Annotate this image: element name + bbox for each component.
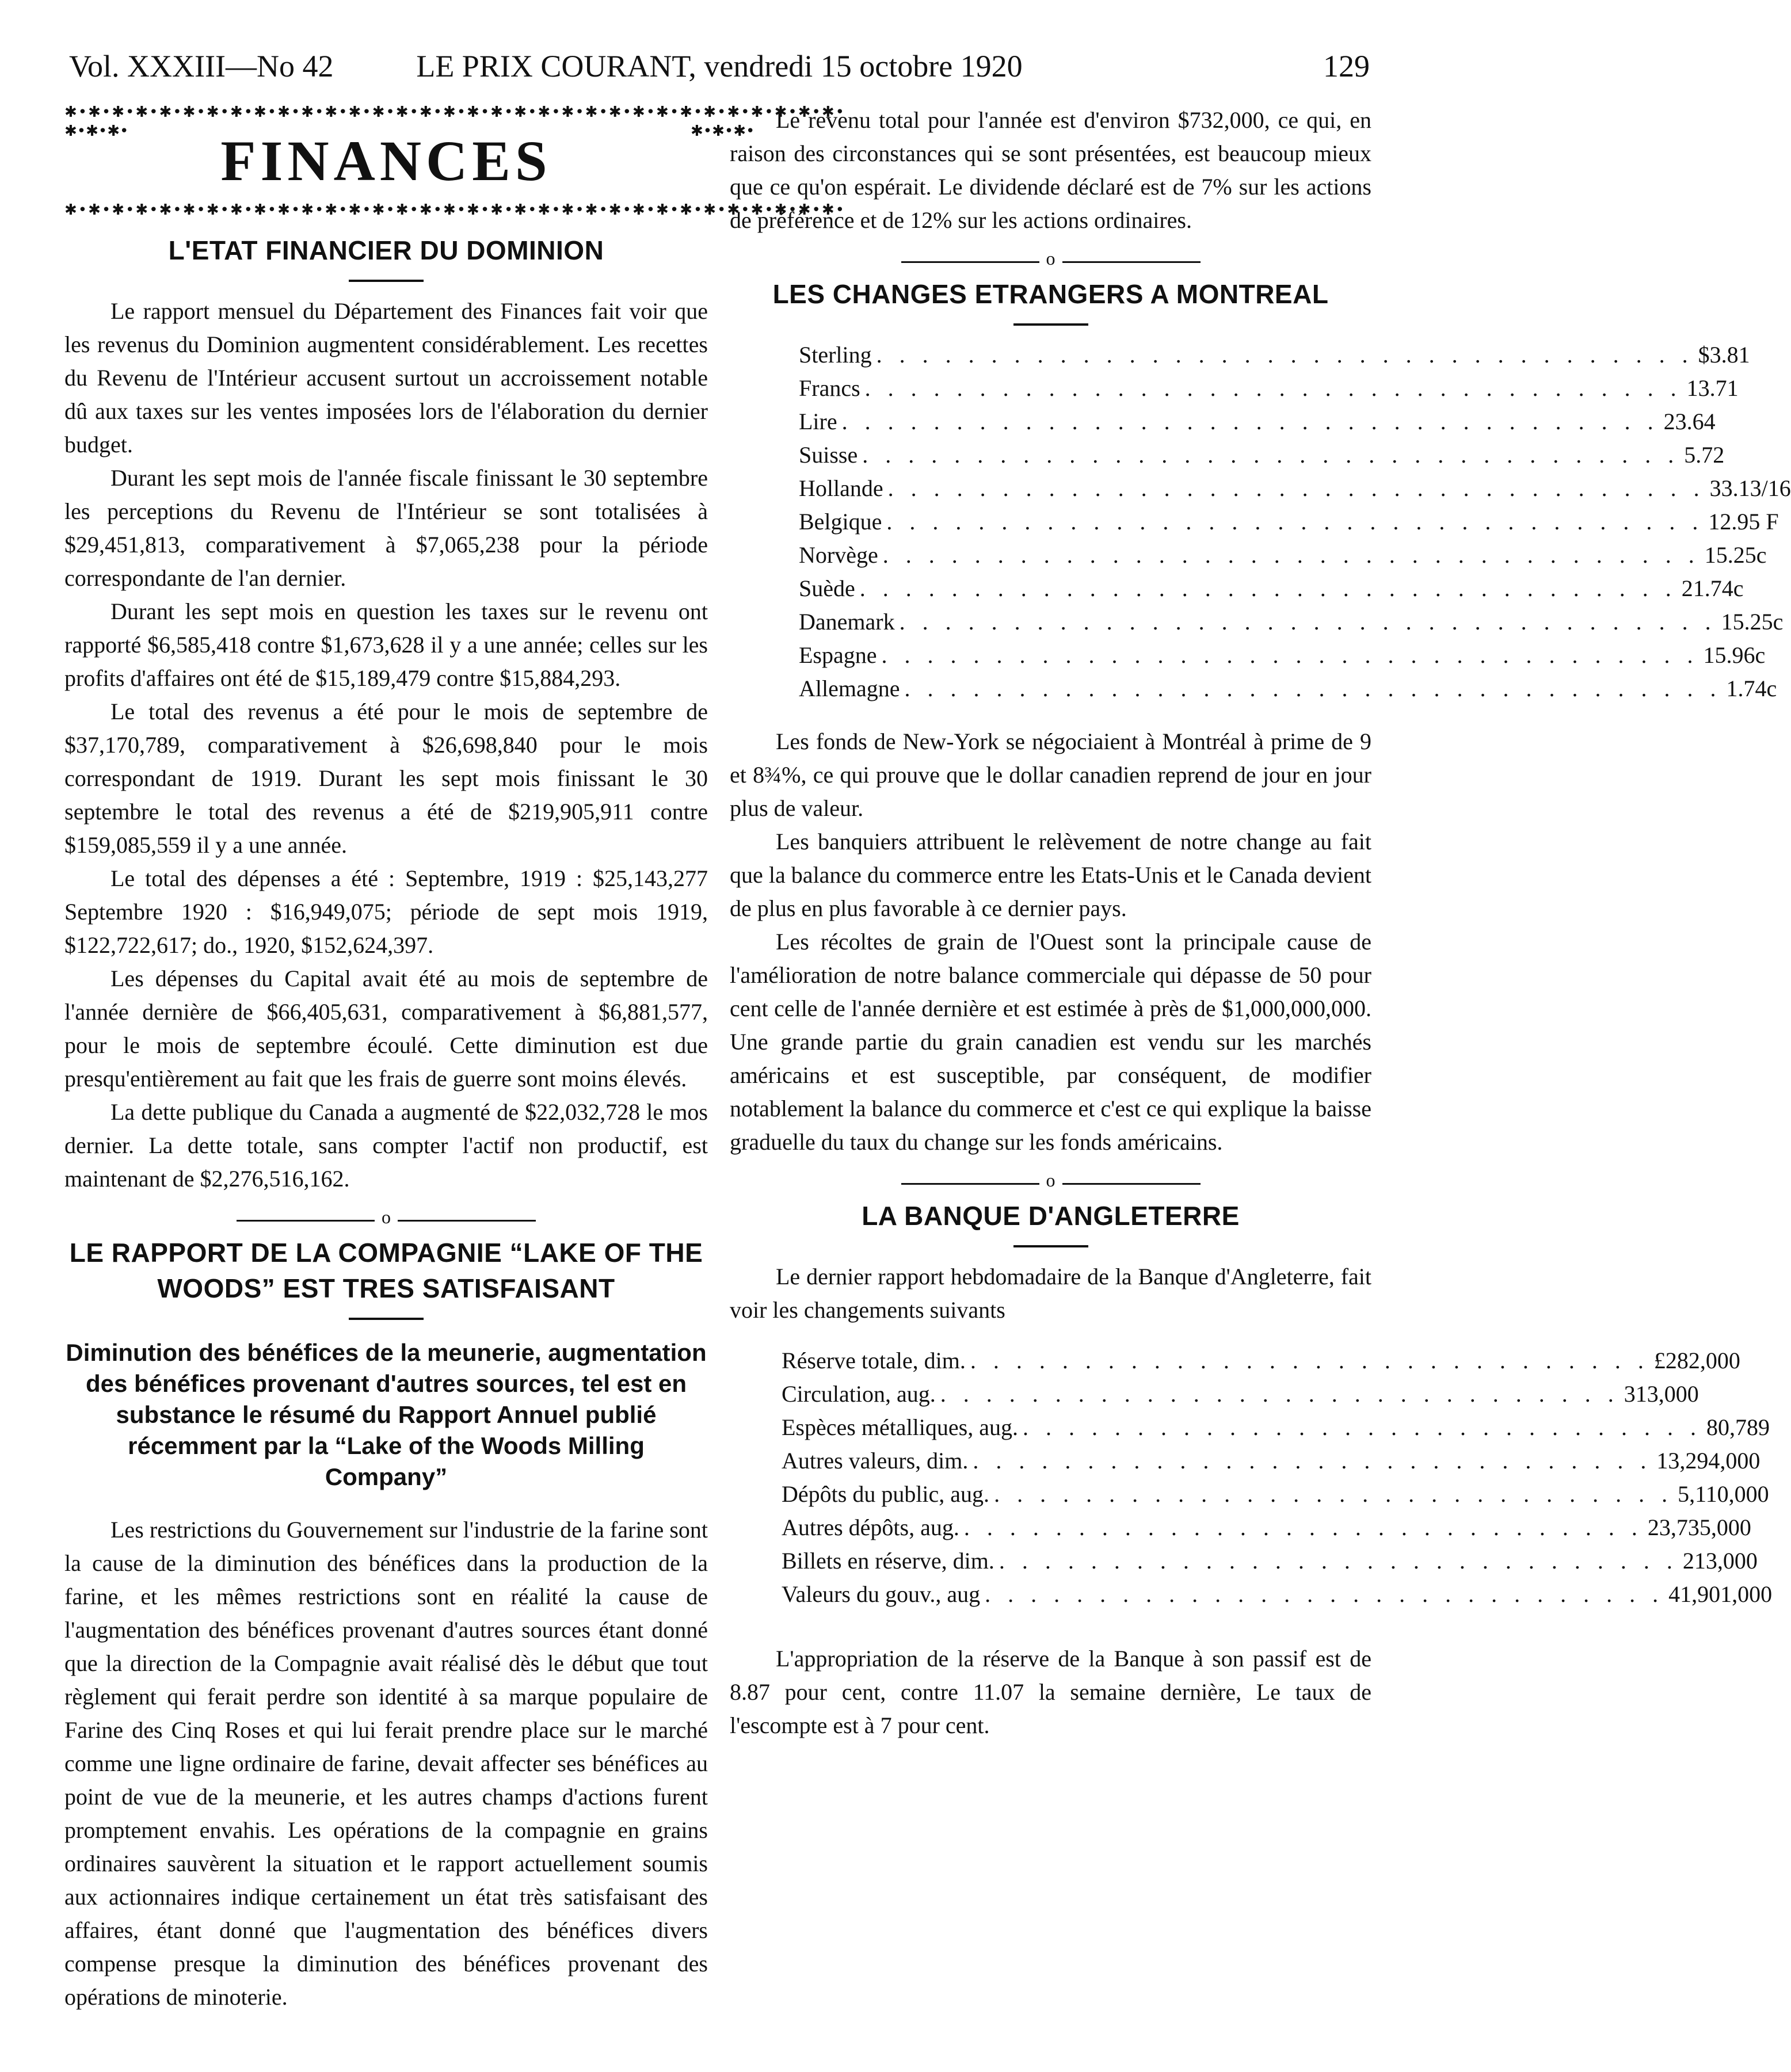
article-paragraph: Le revenu total pour l'année est d'environ $732,000, ce qui, en raison des circonstances qui se sont présentées, est beaucoup mieux que ce qu'on espérait. Le dividende déclaré est de 7% sur les actions de préférence et de 12% sur les actions ordinaires.	[730, 107, 1371, 233]
currency-name: Francs	[799, 375, 860, 401]
bank-statement-row	[782, 1344, 1740, 1377]
leader-dots: . . . . . . . . . . . . . . . . . . . . . . . . . . . . . . . . . . . .	[862, 442, 1680, 468]
volume-number: Vol. XXXIII—No 42	[69, 49, 334, 83]
leader-dots: . . . . . . . . . . . . . . . . . . . . . . . . . . . . . . . . . . . .	[887, 475, 1705, 501]
exchange-rate-value: 33.13/16	[1709, 475, 1791, 501]
article-paragraph: Les fonds de New-York se négociaient à Montréal à prime de 9 et 8¾%, ce qui prouve que le dollar canadien reprend de jour en jour plus de valeur.	[730, 728, 1371, 821]
ornament-border-right: ✱•✱•✱•	[691, 123, 755, 140]
bank-statement-table	[782, 1344, 1773, 1611]
bank-statement-row	[782, 1578, 1773, 1611]
exchange-rate-row	[799, 338, 1750, 372]
section-separator: o	[730, 253, 1371, 270]
title-rule	[349, 280, 424, 282]
right-column	[730, 104, 1791, 1742]
exchange-rate-value: 1.74c	[1726, 676, 1777, 701]
currency-name: Danemark	[799, 609, 895, 635]
currency-name: Sterling	[799, 342, 872, 368]
statement-value: 213,000	[1682, 1548, 1758, 1574]
title-rule	[1013, 1245, 1088, 1247]
exchange-rate-row	[799, 639, 1766, 672]
finances-masthead	[64, 104, 845, 219]
ornament-border-top: ✱•✱•✱•✱•✱•✱•✱•✱•✱•✱•✱•✱•✱•✱•✱•✱•✱•✱•✱•✱•✱•✱•✱•✱•✱•✱•✱•✱•✱•✱•✱•✱•✱•	[64, 104, 845, 121]
exchange-rate-value: 13.71	[1686, 375, 1739, 401]
statement-value: 41,901,000	[1668, 1581, 1773, 1607]
exchange-rate-row	[799, 472, 1791, 505]
exchange-rate-row	[799, 505, 1779, 539]
article-paragraph: Les dépenses du Capital avait été au mois de septembre de l'année dernière de $66,405,631, comparativement à $6,881,577, pour le mois de septembre écoulé. Cette diminution est due presqu'entièrement au fait que les frais de guerre sont moins élevés.	[64, 966, 708, 1092]
article-paragraph: Le dernier rapport hebdomadaire de la Banque d'Angleterre, fait voir les changements suivants	[730, 1264, 1371, 1323]
statement-value: 23,735,000	[1647, 1514, 1751, 1540]
page-number: 129	[1323, 49, 1370, 83]
article-paragraph: Les récoltes de grain de l'Ouest sont la principale cause de l'amélioration de notre balance commerciale qui dépasse de 50 pour cent celle de l'année dernière et est estimée à près de $1,000,000,000. Une grande partie du grain canadien est vendu sur les marchés américains et est susceptible, par conséquent, de modifier notablement la balance du commerce et c'est ce qui explique la baisse graduelle du taux du change sur les fonds américains.	[730, 929, 1371, 1155]
currency-name: Suisse	[799, 442, 858, 468]
bank-statement-row	[782, 1444, 1760, 1478]
leader-dots: . . . . . . . . . . . . . . . . . . . . . . . . . . . . . . . . . . . .	[841, 409, 1659, 434]
exchange-rate-value: 15.96c	[1703, 642, 1766, 668]
section-separator: o	[64, 1212, 708, 1229]
exchange-rate-value: 15.25c	[1704, 542, 1767, 568]
article-title-banque-angleterre: LA BANQUE D'ANGLETERRE	[862, 1201, 1240, 1231]
leader-dots: . . . . . . . . . . . . . . . . . . . . . . . . . . . . . .	[985, 1581, 1664, 1607]
bank-statement-row	[782, 1511, 1751, 1544]
exchange-rate-value: $3.81	[1698, 342, 1750, 368]
leader-dots: . . . . . . . . . . . . . . . . . . . . . . . . . . . . . .	[999, 1548, 1678, 1574]
exchange-rate-row	[799, 438, 1725, 472]
section-separator: o	[730, 1175, 1371, 1192]
statement-value: 313,000	[1624, 1381, 1699, 1407]
exchange-rate-value: 12.95 F	[1708, 509, 1779, 535]
leader-dots: . . . . . . . . . . . . . . . . . . . . . . . . . . . . . .	[1022, 1414, 1702, 1440]
leader-dots: . . . . . . . . . . . . . . . . . . . . . . . . . . . . . . . . . . . .	[859, 575, 1677, 601]
leader-dots: . . . . . . . . . . . . . . . . . . . . . . . . . . . . . . . . . . . .	[881, 642, 1699, 668]
statement-value: 80,789	[1706, 1414, 1770, 1440]
statement-item: Autres valeurs, dim.	[782, 1448, 969, 1474]
bank-statement-row	[782, 1478, 1769, 1511]
exchange-rate-value: 21.74c	[1681, 575, 1744, 601]
currency-name: Lire	[799, 409, 837, 434]
leader-dots: . . . . . . . . . . . . . . . . . . . . . . . . . . . . . . . . . . . .	[882, 542, 1700, 568]
article-title-etat-financier: L'ETAT FINANCIER DU DOMINION	[168, 235, 604, 265]
exchange-rate-table	[799, 338, 1791, 705]
exchange-rate-row	[799, 672, 1777, 705]
statement-item: Autres dépôts, aug.	[782, 1514, 959, 1540]
title-rule	[349, 1318, 424, 1320]
article-paragraph: Le total des dépenses a été : Septembre, 1919 : $25,143,277 Septembre 1920 : $16,949,075; période de sept mois 1919, $122,722,617; do., 1920, $152,624,397.	[64, 865, 708, 958]
bank-statement-row	[782, 1411, 1770, 1444]
ornament-border-left: ✱•✱•✱•	[64, 123, 129, 140]
currency-name: Espagne	[799, 642, 877, 668]
statement-item: Billets en réserve, dim.	[782, 1548, 994, 1574]
bank-statement-row	[782, 1544, 1758, 1578]
currency-name: Hollande	[799, 475, 883, 501]
article-title-changes-etrangers: LES CHANGES ETRANGERS A MONTREAL	[772, 279, 1329, 309]
article-paragraph: Les restrictions du Gouvernement sur l'industrie de la farine sont la cause de la diminution des bénéfices dans la production de la farine, et les mêmes restrictions sont en réalité la cause de l'augmentation des bénéfices provenant d'autres sources étant donné que la direction de la Compagnie avait réalisé dès le début que tout règlement qui ferait perdre son identité à sa marque populaire de Farine des Cinq Roses et qui lui ferait prendre place sur le marché comme une ligne ordinaire de farine, devait affecter ses bénéfices au point de vue de la meunerie, et les autres champs d'actions furent promptement envahis. Les opérations de la compagnie en grains ordinaires sauvèrent la situation et le rapport actuellement soumis aux actionnaires indique certainement un état très satisfaisant des affaires, étant donné que l'augmentation des bénéfices divers compense presque la diminution des bénéfices provenant des opérations de minoterie.	[64, 1517, 708, 2010]
exchange-rate-value: 15.25c	[1721, 609, 1784, 635]
currency-name: Suède	[799, 575, 855, 601]
article-paragraph: Les banquiers attribuent le relèvement de notre change au fait que la balance du commerce entre les Etats-Unis et le Canada devient de plus en plus favorable à ce dernier pays.	[730, 829, 1371, 921]
currency-name: Allemagne	[799, 676, 900, 701]
exchange-rate-value: 23.64	[1663, 409, 1716, 434]
leader-dots: . . . . . . . . . . . . . . . . . . . . . . . . . . . . . . . . . . . .	[876, 342, 1694, 368]
exchange-rate-row	[799, 539, 1767, 572]
statement-value: 13,294,000	[1656, 1448, 1760, 1474]
leader-dots: . . . . . . . . . . . . . . . . . . . . . . . . . . . . . .	[970, 1348, 1649, 1373]
leader-dots: . . . . . . . . . . . . . . . . . . . . . . . . . . . . . . . . . . . .	[899, 609, 1717, 635]
leader-dots: . . . . . . . . . . . . . . . . . . . . . . . . . . . . . . . . . . . .	[864, 375, 1682, 401]
statement-item: Dépôts du public, aug.	[782, 1481, 990, 1507]
currency-symbol: £	[1653, 1348, 1666, 1373]
leader-dots: . . . . . . . . . . . . . . . . . . . . . . . . . . . . . .	[940, 1381, 1619, 1407]
leader-dots: . . . . . . . . . . . . . . . . . . . . . . . . . . . . . .	[963, 1514, 1643, 1540]
exchange-rate-row	[799, 405, 1716, 438]
statement-item: Espèces métalliques, aug.	[782, 1414, 1018, 1440]
leader-dots: . . . . . . . . . . . . . . . . . . . . . . . . . . . . . . . . . . . .	[886, 509, 1704, 535]
bank-statement-row	[782, 1377, 1699, 1411]
publication-title: LE PRIX COURANT, vendredi 15 octobre 1920	[416, 49, 1023, 83]
ornament-border-bottom: ✱•✱•✱•✱•✱•✱•✱•✱•✱•✱•✱•✱•✱•✱•✱•✱•✱•✱•✱•✱•✱•✱•✱•✱•✱•✱•✱•✱•✱•✱•✱•✱•✱•	[64, 201, 845, 219]
running-header	[69, 40, 1370, 92]
currency-name: Norvège	[799, 542, 878, 568]
article-paragraph: Durant les sept mois de l'année fiscale finissant le 30 septembre les perceptions du Revenu de l'Intérieur se sont totalisées à $29,451,813, comparativement à $7,065,238 pour la période correspondante de l'an dernier.	[64, 465, 708, 591]
leader-dots: . . . . . . . . . . . . . . . . . . . . . . . . . . . . . . . . . . . .	[904, 676, 1722, 701]
leader-dots: . . . . . . . . . . . . . . . . . . . . . . . . . . . . . .	[973, 1448, 1652, 1474]
article-paragraph: Durant les sept mois en question les taxes sur le revenu ont rapporté $6,585,418 contre $1,673,628 il y a une année; celles sur les profits d'affaires ont été de $15,189,479 contre $15,884,293.	[64, 598, 708, 691]
exchange-rate-row	[799, 605, 1784, 639]
article-paragraph: L'appropriation de la réserve de la Banque à son passif est de 8.87 pour cent, contre 11.07 la semaine dernière, Le taux de l'escompte est à 7 pour cent.	[730, 1646, 1371, 1738]
article-subtitle: Diminution des bénéfices de la meunerie, augmentation des bénéfices provenant d'autres sources, tel est en substance le résumé du Rapport Annuel publié récemment par la “Lake of the Woods Milling Company”	[66, 1339, 707, 1490]
exchange-rate-row	[799, 572, 1744, 605]
statement-value: 5,110,000	[1678, 1481, 1769, 1507]
statement-value: 282,000	[1665, 1348, 1740, 1373]
article-paragraph: Le rapport mensuel du Département des Finances fait voir que les revenus du Dominion augmentent considérablement. Les recettes du Revenu de l'Intérieur accusent surtout un accroissement notable dû aux taxes sur les ventes imposées lors de l'élaboration du dernier budget.	[64, 298, 708, 457]
section-title: FINANCES	[220, 129, 552, 193]
statement-item: Valeurs du gouv., aug	[782, 1581, 981, 1607]
title-rule	[1013, 323, 1088, 326]
statement-item: Circulation, aug.	[782, 1381, 936, 1407]
statement-item: Réserve totale, dim.	[782, 1348, 966, 1373]
article-title-lake-of-the-woods: LE RAPPORT DE LA COMPAGNIE “LAKE OF THE WOODS” EST TRES SATISFAISANT	[69, 1238, 703, 1303]
exchange-rate-value: 5.72	[1684, 442, 1725, 468]
exchange-rate-row	[799, 372, 1739, 405]
currency-name: Belgique	[799, 509, 882, 535]
article-paragraph: Le total des revenus a été pour le mois de septembre de $37,170,789, comparativement à $26,698,840 pour le mois correspondant de 1919. Durant les sept mois finissant le 30 septembre le total des revenus a été de $219,905,911 contre $159,085,559 il y a une année.	[64, 699, 708, 858]
article-paragraph: La dette publique du Canada a augmenté de $22,032,728 le mos dernier. La dette totale, sans compter l'actif non productif, est maintenant de $2,276,516,162.	[64, 1099, 708, 1192]
leader-dots: . . . . . . . . . . . . . . . . . . . . . . . . . . . . . .	[994, 1481, 1674, 1507]
